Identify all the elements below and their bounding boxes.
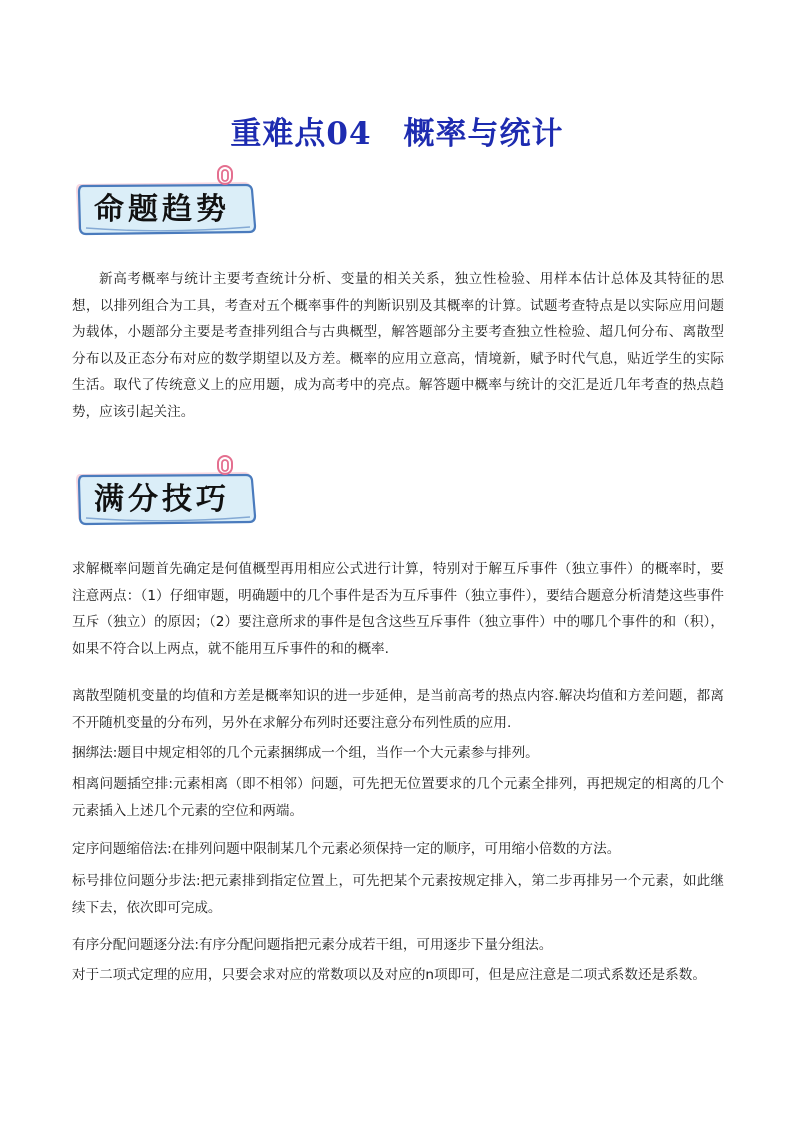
paragraph-ordered-allocation: 有序分配问题逐分法:有序分配问题指把元素分成若干组，可用逐步下量分组法。 xyxy=(72,937,553,953)
section-banner-trend xyxy=(74,178,260,236)
paragraph-fixed-order: 定序问题缩倍法:在排列问题中限制某几个元素必须保持一定的顺序，可用缩小倍数的方法。 xyxy=(72,841,621,857)
section-heading-trend: 命题趋势 xyxy=(94,192,230,227)
paragraph-trend: 新高考概率与统计主要考查统计分析、变量的相关关系，独立性检验、用样本估计总体及其特征的思想，以排列组合为工具，考查对五个概率事件的判断识别及其概率的计算。试题考查特点是以实际应用问题为载体，小题部分主要是考查排列组合与古典概型，解答题部分主要考查独立性检验、超几何分布、离散型分布以及正态分布对应的数学期望以及方差。概率的应用立意高，情境新，赋予时代气息，贴近学生的实际生活。取代了传统意义上的应用题，成为高考中的亮点。解答题中概率与统计的交汇是近几年考查的热点趋势，应该引起关注。 xyxy=(72,271,724,420)
paragraph-probability-method: 求解概率问题首先确定是何值概型再用相应公式进行计算，特别对于解互斥事件（独立事件）的概率时，要注意两点：（1）仔细审题，明确题中的几个事件是否为互斥事件（独立事件），要结合题意分析清楚这些事件互斥（独立）的原因；（2）要注意所求的事件是包含这些互斥事件（独立事件）中的哪几个事件的和（积），如果不符合以上两点，就不能用互斥事件的和的概率. xyxy=(72,561,724,657)
section-banner-skills xyxy=(74,468,260,526)
paragraph-stepwise-position: 标号排位问题分步法:把元素排到指定位置上，可先把某个元素按规定排入，第二步再排另一个元素，如此继续下去，依次即可完成。 xyxy=(72,873,724,916)
paragraph-gap-insertion: 相离问题插空排:元素相离（即不相邻）问题，可先把无位置要求的几个元素全排列，再把规定的相离的几个元素插入上述几个元素的空位和两端。 xyxy=(72,776,724,819)
paragraph-binomial-theorem: 对于二项式定理的应用，只要会求对应的常数项以及对应的n项即可，但是应注意是二项式系数还是系数。 xyxy=(72,967,706,983)
paperclip-icon xyxy=(214,164,236,186)
paperclip-icon xyxy=(214,454,236,476)
section-heading-skills: 满分技巧 xyxy=(94,482,230,517)
paragraph-expectation-variance: 离散型随机变量的均值和方差是概率知识的进一步延伸，是当前高考的热点内容.解决均值和方差问题，都离不开随机变量的分布列，另外在求解分布列时还要注意分布列性质的应用. xyxy=(72,688,724,731)
page-title: 重难点04 概率与统计 xyxy=(230,116,564,152)
paragraph-bundling-method: 捆绑法:题目中规定相邻的几个元素捆绑成一个组，当作一个大元素参与排列。 xyxy=(72,745,539,761)
